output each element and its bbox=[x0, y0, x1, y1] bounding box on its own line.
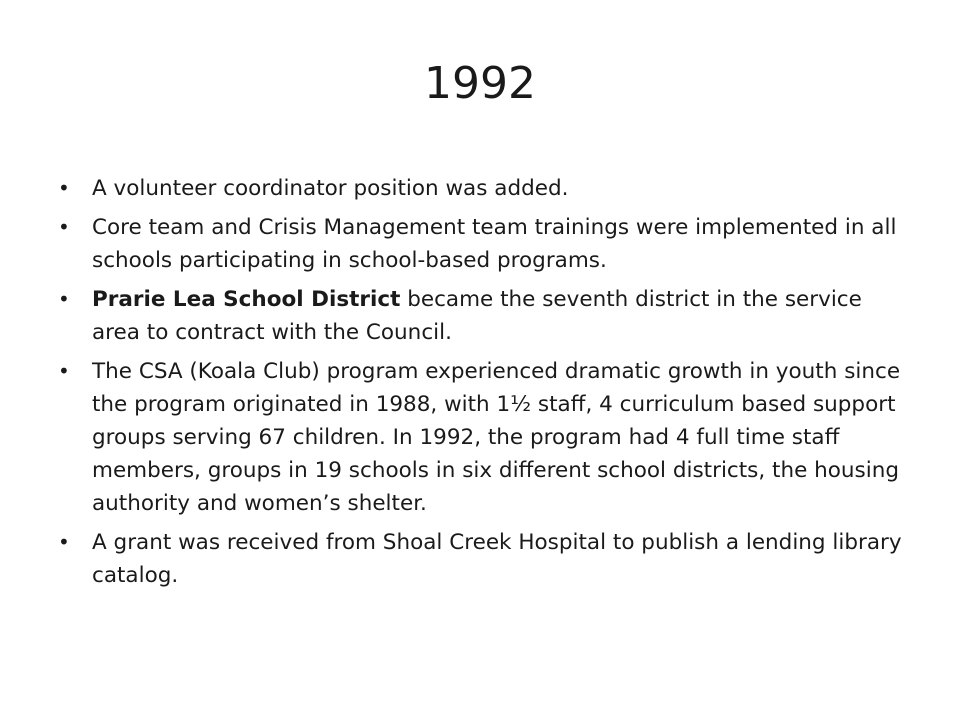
bullet-bold-lead: Prarie Lea School District bbox=[92, 287, 401, 312]
bullet-list bbox=[58, 172, 908, 598]
bullet-dot-icon: • bbox=[58, 287, 70, 311]
bullet-item bbox=[58, 526, 908, 592]
bullet-item bbox=[58, 283, 908, 349]
bullet-text: A grant was received from Shoal Creek Hospital to publish a lending library catalog. bbox=[92, 530, 902, 588]
bullet-dot-icon: • bbox=[58, 359, 70, 383]
bullet-text: became the seventh district in the service area to contract with the Council. bbox=[92, 287, 862, 345]
bullet-text: A volunteer coordinator position was added. bbox=[92, 176, 569, 201]
bullet-text: The CSA (Koala Club) program experienced dramatic growth in youth since the program originated in 1988, with 1½ staff, 4 curriculum based support groups serving 67 children. In 1992, the program had 4 full time staff members, groups in 19 schools in six different school districts, the housing authority and women’s shelter. bbox=[92, 359, 901, 516]
bullet-text: Core team and Crisis Management team trainings were implemented in all schools participating in school-based programs. bbox=[92, 215, 897, 273]
bullet-dot-icon: • bbox=[58, 530, 70, 554]
bullet-item bbox=[58, 172, 908, 205]
bullet-item bbox=[58, 355, 908, 520]
slide-title: 1992 bbox=[424, 58, 536, 109]
bullet-dot-icon: • bbox=[58, 215, 70, 239]
bullet-dot-icon: • bbox=[58, 176, 70, 200]
bullet-item bbox=[58, 211, 908, 277]
